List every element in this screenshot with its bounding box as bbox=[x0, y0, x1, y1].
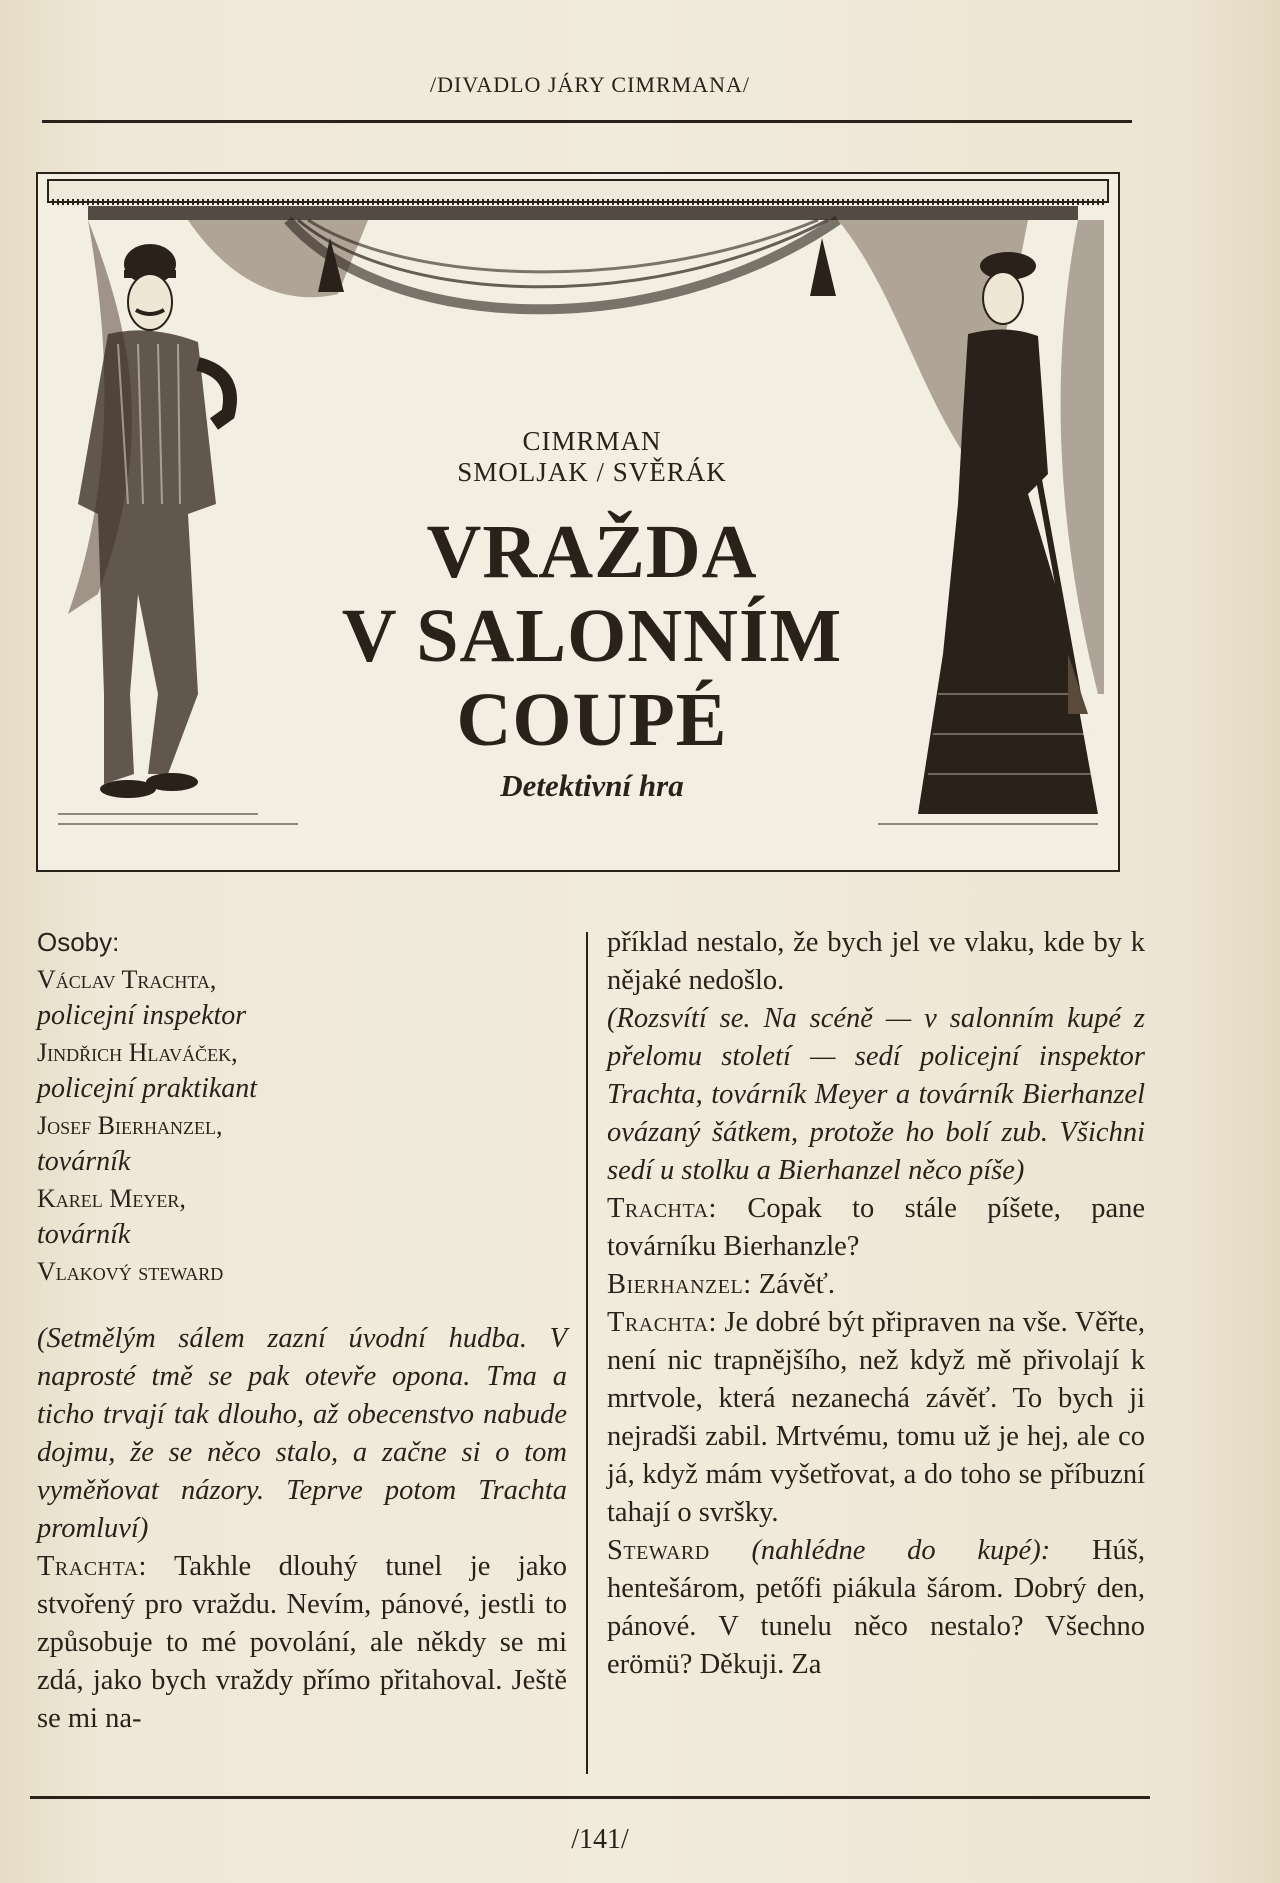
opening-stage-direction: (Setmělým sálem zazní úvodní hudba. V naprosté tmě se pak otevře opona. Tma a ticho trvají tak dlouho, až obecenstvo nabude dojmu, že se něco stalo, a začne si o tom vyměňovat názory. Teprve potom Trachta promluví) bbox=[37, 1323, 567, 1544]
running-head: /DIVADLO JÁRY CIMRMANA/ bbox=[429, 72, 751, 97]
speech-text: Húš, hentešárom, petőfi piákula šárom. Dobrý den, pánové. V tunelu něco nestalo? Všechno erömü? Děkuji. Za bbox=[607, 1535, 1146, 1680]
speaker-name: Trachta: bbox=[607, 1307, 717, 1338]
curtain-rod bbox=[88, 206, 1078, 220]
dialogue-line bbox=[607, 1266, 1145, 1304]
speech-text: Copak to stále píšete, pane továrníku Bierhanzle? bbox=[607, 1193, 1145, 1262]
dialogue-line bbox=[607, 1190, 1145, 1266]
left-column bbox=[37, 924, 567, 1738]
cast-name: Karel Meyer, bbox=[37, 1184, 186, 1213]
speaker-name: Bierhanzel: bbox=[607, 1269, 752, 1300]
play-title bbox=[332, 510, 852, 762]
cornice bbox=[48, 180, 1108, 202]
gentleman-figure bbox=[78, 244, 230, 798]
cast-name: Josef Bierhanzel, bbox=[37, 1111, 223, 1140]
cast-list bbox=[37, 962, 567, 1290]
speaker-name: Steward bbox=[607, 1535, 710, 1566]
speaker-aside: (nahlédne do kupé): bbox=[751, 1535, 1051, 1566]
title-block bbox=[332, 426, 852, 804]
right-tassel bbox=[810, 238, 836, 296]
cast-name: Vlakový steward bbox=[37, 1257, 224, 1286]
cast-description: továrník bbox=[37, 1219, 131, 1250]
speech-text: Takhle dlouhý tunel je jako stvořený pro vraždu. Nevím, pánové, jestli to způsobuje to mé povolání, ale někdy se mi zdá, jako bych vraždy přímo přitahoval. Ještě se mi na- bbox=[37, 1551, 567, 1734]
cast-description: továrník bbox=[37, 1146, 131, 1177]
speech-text: Je dobré být připraven na vše. Věřte, není nic trapnějšího, než když mě přivolají k mrtvole, která nezanechá závěť. To bych ji nejradši zabil. Mrtvému, tomu už je hej, ale co já, když mám vyšetřovat, a do toho se příbuzní tahají o svršky. bbox=[607, 1307, 1146, 1528]
bottom-rule bbox=[30, 1796, 1150, 1799]
page-number: /141/ bbox=[571, 1824, 629, 1855]
speaker-name: Trachta: bbox=[37, 1551, 147, 1582]
cast-name: Václav Trachta, bbox=[37, 965, 217, 994]
column-divider bbox=[586, 932, 588, 1774]
stage-direction: (Rozsvítí se. Na scéně — v salonním kupé z přelomu století — sedí policejní inspektor Trachta, továrník Meyer a továrník Bierhanzel ovázaný šátkem, protože ho bolí zub. Všichni sedí u stolku a Bierhanzel něco píše) bbox=[607, 1003, 1145, 1186]
dialogue-line bbox=[37, 1548, 567, 1738]
author-line-1: CIMRMAN bbox=[522, 426, 662, 456]
title-line-1: VRAŽDA bbox=[426, 510, 758, 594]
title-line-3: COUPÉ bbox=[456, 678, 728, 762]
right-column bbox=[607, 924, 1145, 1684]
author-line-2: SMOLJAK / SVĚRÁK bbox=[457, 457, 727, 487]
speaker-name: Trachta: bbox=[607, 1193, 717, 1224]
cast-description: policejní inspektor bbox=[37, 1000, 247, 1031]
title-illustration bbox=[36, 172, 1120, 872]
title-line-2: V SALONNÍM bbox=[341, 594, 843, 678]
speech-continuation: příklad nestalo, že bych jel ve vlaku, kde by k nějaké nedošlo. bbox=[607, 927, 1145, 996]
dialogue-line bbox=[607, 1532, 1145, 1684]
speech-text: Závěť. bbox=[758, 1269, 836, 1300]
cast-heading: Osoby: bbox=[37, 927, 120, 957]
cast-description: policejní praktikant bbox=[37, 1073, 258, 1104]
top-rule bbox=[42, 120, 1132, 123]
play-subtitle: Detektivní hra bbox=[500, 768, 684, 803]
cast-name: Jindřich Hlaváček, bbox=[37, 1038, 238, 1067]
dialogue-line bbox=[607, 1304, 1145, 1532]
curtain-swag bbox=[288, 220, 838, 309]
